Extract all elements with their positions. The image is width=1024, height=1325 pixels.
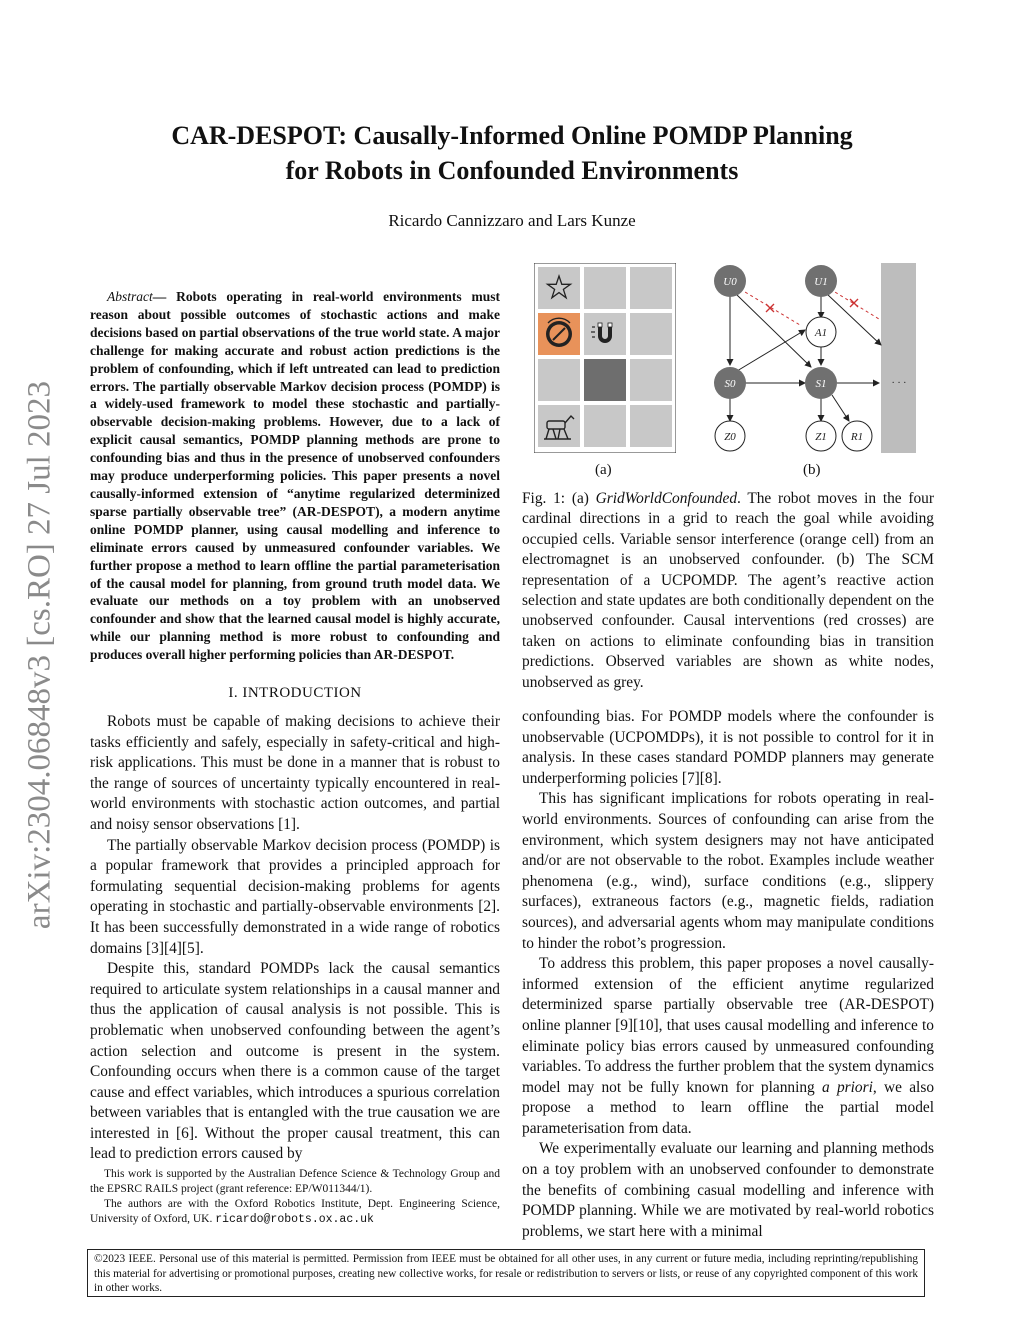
svg-text:S1: S1 [815,378,827,390]
svg-text:R1: R1 [850,431,864,443]
svg-text:S0: S0 [724,378,736,390]
intro-paragraph: Robots must be capable of making decisions to achieve their tasks efficiently and safely, especially in safety-critical and high-risk applications. This must be done in a manner that is robust to the range of sources of uncertainty typically encountered in real-world environments with stochastic action outcomes, and partial and noisy sensor observations [1]. [90,713,500,833]
figure-gridworld [534,263,676,453]
section-heading-introduction: I. INTRODUCTION [228,685,362,701]
copyright-notice: ©2023 IEEE. Personal use of this material is permitted. Permission from IEEE must be obtained for all other uses, in any current or future media, including reprinting/republishing this material for advertising or promotional purposes, creating new collective works, for resale or redistribution to servers or lists, or reuse of any copyrighted component of this work in other works. [87,1249,925,1297]
footnote-affiliation: The authors are with the Oxford Robotics Institute, Dept. Engineering Science, University of Oxford, UK. ricardo@robots.ox.ac.uk [90,1198,500,1226]
author-email[interactable]: ricardo@robots.ox.ac.uk [215,1213,374,1226]
intro-paragraph: Despite this, standard POMDPs lack the causal semantics required to articulate system relationships in a causal manner and thus the application of causal analysis is not possible. This is problematic when unobserved confounding between the agent’s action selection and outcome is present in the system. Confounding occurs when there is a common cause of the target cause and effect variables, which introduces a spurious correlation between variables that is entangled with the true causation we are interested in [6]. Without the proper causal treatment, this can lead to prediction errors caused by [90,960,500,1163]
occupied-cell [584,359,626,401]
abstract-label: Abstract [107,289,153,304]
paper-title [100,118,924,188]
intervention-cross [850,299,858,307]
node-z0 [715,421,745,451]
body-paragraph: We experimentally evaluate our learning and planning methods on a toy problem with an unobserved confounder to demonstrate the benefits of combining casual modelling and inference with POMDP planning. While we are motivated by real-world robotics problems, we start here with a minimal [522,1140,934,1240]
abstract-text: — Robots operating in real-world environments must reason about possible outcomes of stochastic actions and make decisions based on partial observations of the true world state. A major challenge for making accurate and robust action predictions is the problem of confounding, which if left untreated can lead to prediction errors. The partially observable Markov decision process (POMDP) is a widely-used framework to model these stochastic and partially-observable decision-making problems. However, due to a lack of explicit causal semantics, POMDP planning methods are prone to confounding bias and thus in the presence of unobserved confounders may produce underperforming policies. This paper presents a novel causally-informed extension of “anytime regularized determinized sparse partially observable tree” (AR-DESPOT), a modern anytime online POMDP planner, using causal modelling and inference to eliminate errors caused by unmeasured confounder variables. We further propose a method to learn offline the partial parameterisation of the causal model for planning, from ground truth model data. We evaluate our methods on a toy problem with an unobserved confounder and show that the learned causal model is highly accurate, while our planning method is more robust to confounding and produces overall higher performing policies than AR-DESPOT. [90,289,500,663]
svg-text:Z1: Z1 [815,431,827,443]
intro-paragraph: The partially observable Markov decision process (POMDP) is a popular framework that provides a principled approach for formulating sequential decision-making problems for agents operating in stochastic and partially-observable environments [2]. It has been successfully demonstrated in a wide range of robotics domains [3][4][5]. [90,836,500,957]
node-r1 [842,421,872,451]
footnote-funding: This work is supported by the Australian Defence Science & Technology Group and the EPSRC RAILS project (grant reference: EP/W011344/1). [90,1168,500,1195]
abstract [90,288,500,664]
body-paragraph: To address this problem, this paper proposes a novel causally-informed extension of the efficient anytime regularized determinized sparse partially observable tree (AR-DESPOT) online planner [9][10], that uses causal modelling and inference to eliminate policy bias errors caused by unmeasured confounding variables. To address the further problem that the system dynamics model may not be fully known for planning a priori, we also propose a method to learn offline the partial model parameterisation from data. [522,955,935,1137]
footnotes [90,1167,500,1227]
node-a1 [806,317,836,347]
subfigure-label-b: (b) [803,462,821,478]
body-paragraph: confounding bias. For POMDP models where the confounder is unobservable (UCPOMDPs), it is not possible to control for it in analysis. In these cases standard POMDP planners may generate underperforming policies [7][8]. [522,708,934,787]
title-line-2: for Robots in Confounded Environments [285,156,739,185]
node-u1 [805,265,837,297]
right-column-body [522,707,934,1242]
authors: Ricardo Cannizzaro and Lars Kunze [388,211,636,230]
intervention-cross [766,304,774,312]
left-column-body [90,712,500,1165]
continuation-dots: · · · [891,378,907,389]
node-s1 [805,367,837,399]
env-name: GridWorldConfounded [595,490,738,507]
svg-text:U1: U1 [814,276,828,288]
body-paragraph: This has significant implications for robots operating in real-world environments. Sources of confounding can arise from the environment, which system designers may not have anticipated and/or are not observable to the robot. Examples include weather phenomena (e.g., wind), surface conditions (e.g., slippery surfaces), extraneous factors (e.g., magnetic fields, radiation sources), and adversarial agents whom may manipulate conditions to hinder the robot’s progression. [522,790,934,952]
node-s0 [714,367,746,399]
svg-text:Z0: Z0 [724,431,736,443]
arxiv-identifier: arXiv:2304.06848v3 [cs.RO] 27 Jul 2023 [21,380,58,930]
figure-scm-graph [697,257,919,457]
svg-text:A1: A1 [814,327,828,339]
node-u0 [714,265,746,297]
node-z1 [806,421,836,451]
figure-caption: Fig. 1: (a) GridWorldConfounded. The robot moves in the four cardinal directions in a grid to reach the goal while avoiding occupied cells. Variable sensor interference (orange cell) from an electromagnet is an unobserved confounder. (b) The SCM representation of a UCPOMDP. The agent’s reactive action selection and state updates are both conditionally dependent on the unobserved confounder. Causal interventions (red crosses) are taken on actions to eliminate confounding bias in transition predictions. Observed variables are shown as white nodes, unobserved as grey. [522,490,935,691]
svg-text:U0: U0 [723,276,737,288]
future-timesteps-panel [881,263,916,453]
subfigure-label-a: (a) [595,462,612,478]
title-line-1: CAR-DESPOT: Causally-Informed Online POMDP Planning [171,121,853,150]
